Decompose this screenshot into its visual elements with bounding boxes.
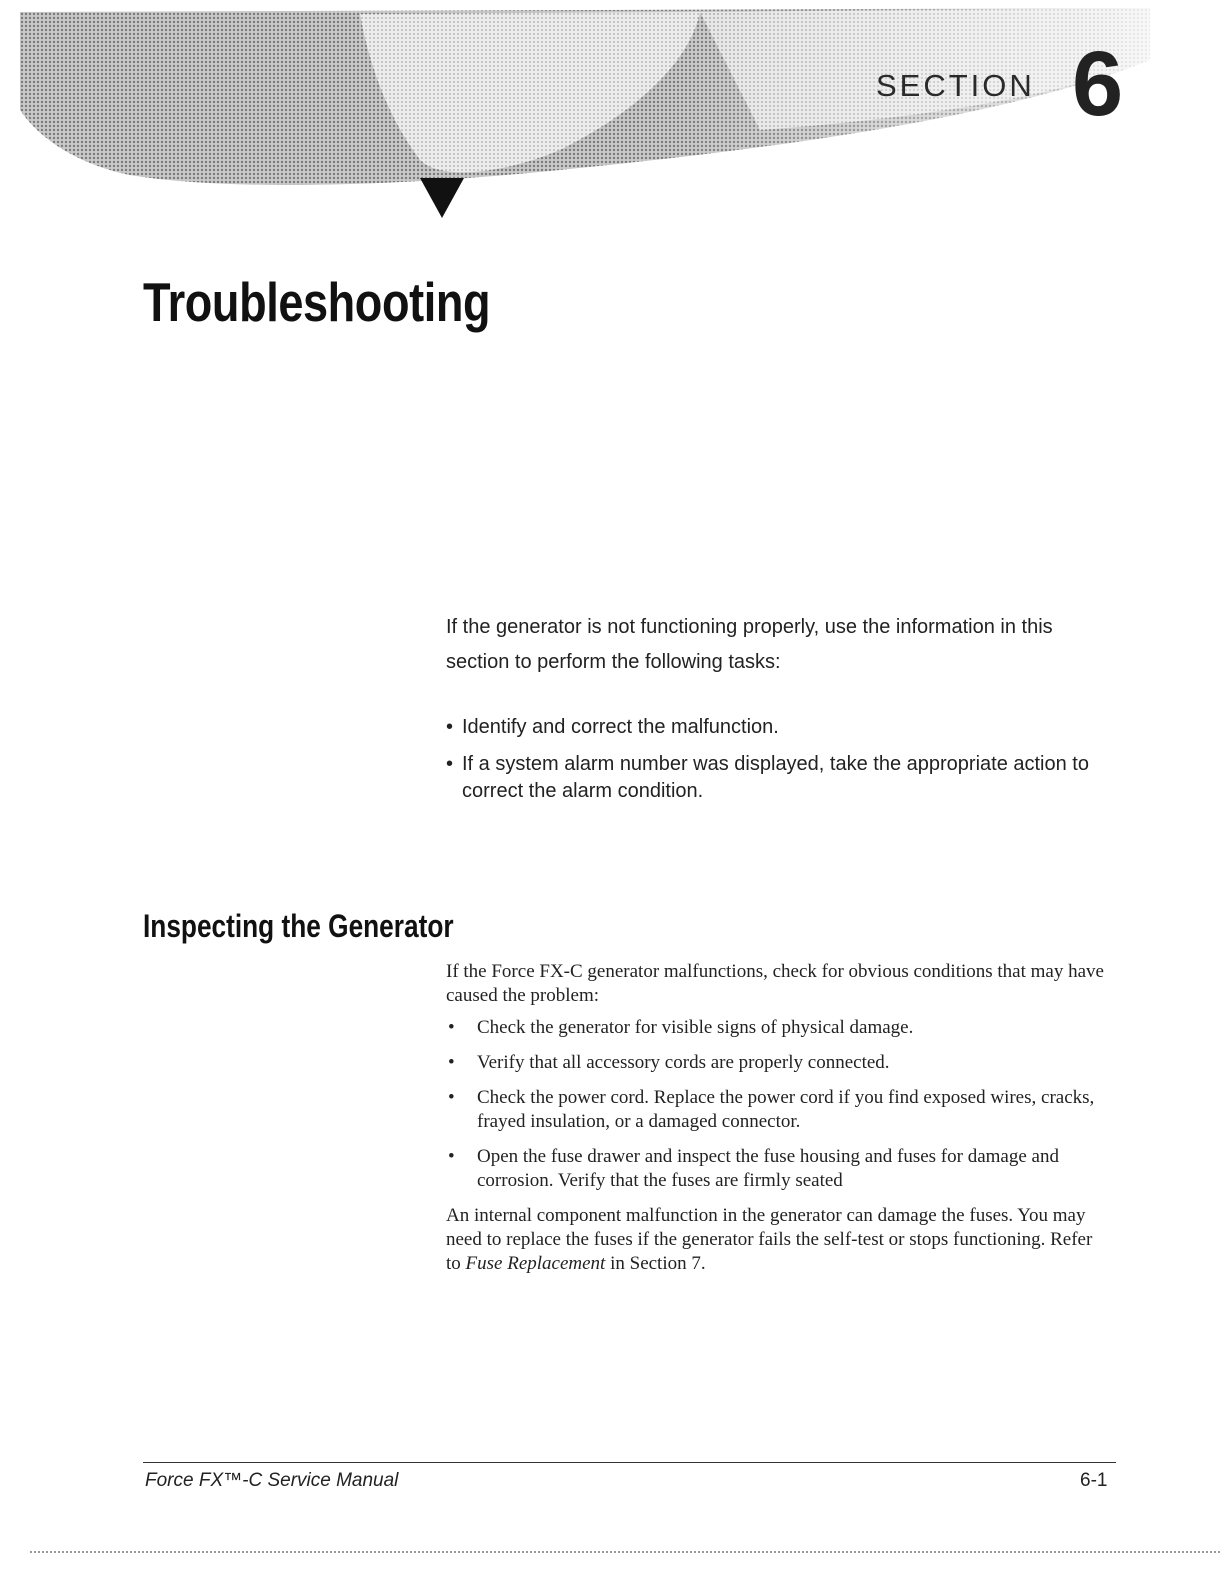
inspecting-body (446, 960, 1111, 1276)
check-list (446, 1016, 1111, 1193)
page-number: 6-1 (1080, 1470, 1108, 1491)
closing-text: An internal component malfunction in the generator can damage the fuses. You may need to replace the fuses if the generator fails the self-test or stops functioning. Refer to (446, 1205, 1093, 1274)
section-label: SECTION (876, 68, 1035, 103)
intro-paragraph: If the generator is not functioning properly, use the information in this section to perform the following tasks: (446, 616, 1053, 673)
list-item: • Check the generator for visible signs of physical damage. (446, 1016, 1111, 1040)
task-list (446, 714, 1106, 815)
list-item: • Check the power cord. Replace the power cord if you find exposed wires, cracks, frayed insulation, or a damaged connector. (446, 1086, 1111, 1134)
list-item: • Open the fuse drawer and inspect the fuse housing and fuses for damage and corrosion. Verify that the fuses are firmly seated (446, 1145, 1111, 1193)
page-title: Troubleshooting (143, 271, 491, 333)
list-item: • Identify and correct the malfunction. (446, 714, 1106, 741)
section-number: 6 (1072, 33, 1124, 135)
footer-manual-title: Force FX™-C Service Manual (145, 1470, 399, 1491)
closing-text-end: in Section 7. (605, 1253, 706, 1274)
cross-reference: Fuse Replacement (465, 1253, 606, 1274)
section-heading: Inspecting the Generator (143, 908, 454, 944)
footer-divider (143, 1462, 1116, 1463)
closing-paragraph (446, 1204, 1111, 1276)
section-banner (0, 0, 1229, 230)
list-item: • If a system alarm number was displayed, take the appropriate action to correct the alarm condition. (446, 751, 1106, 805)
inspecting-intro: If the Force FX-C generator malfunctions, check for obvious conditions that may have caused the problem: (446, 961, 1104, 1006)
list-item: • Verify that all accessory cords are properly connected. (446, 1051, 1111, 1075)
scan-edge-divider (30, 1551, 1220, 1553)
